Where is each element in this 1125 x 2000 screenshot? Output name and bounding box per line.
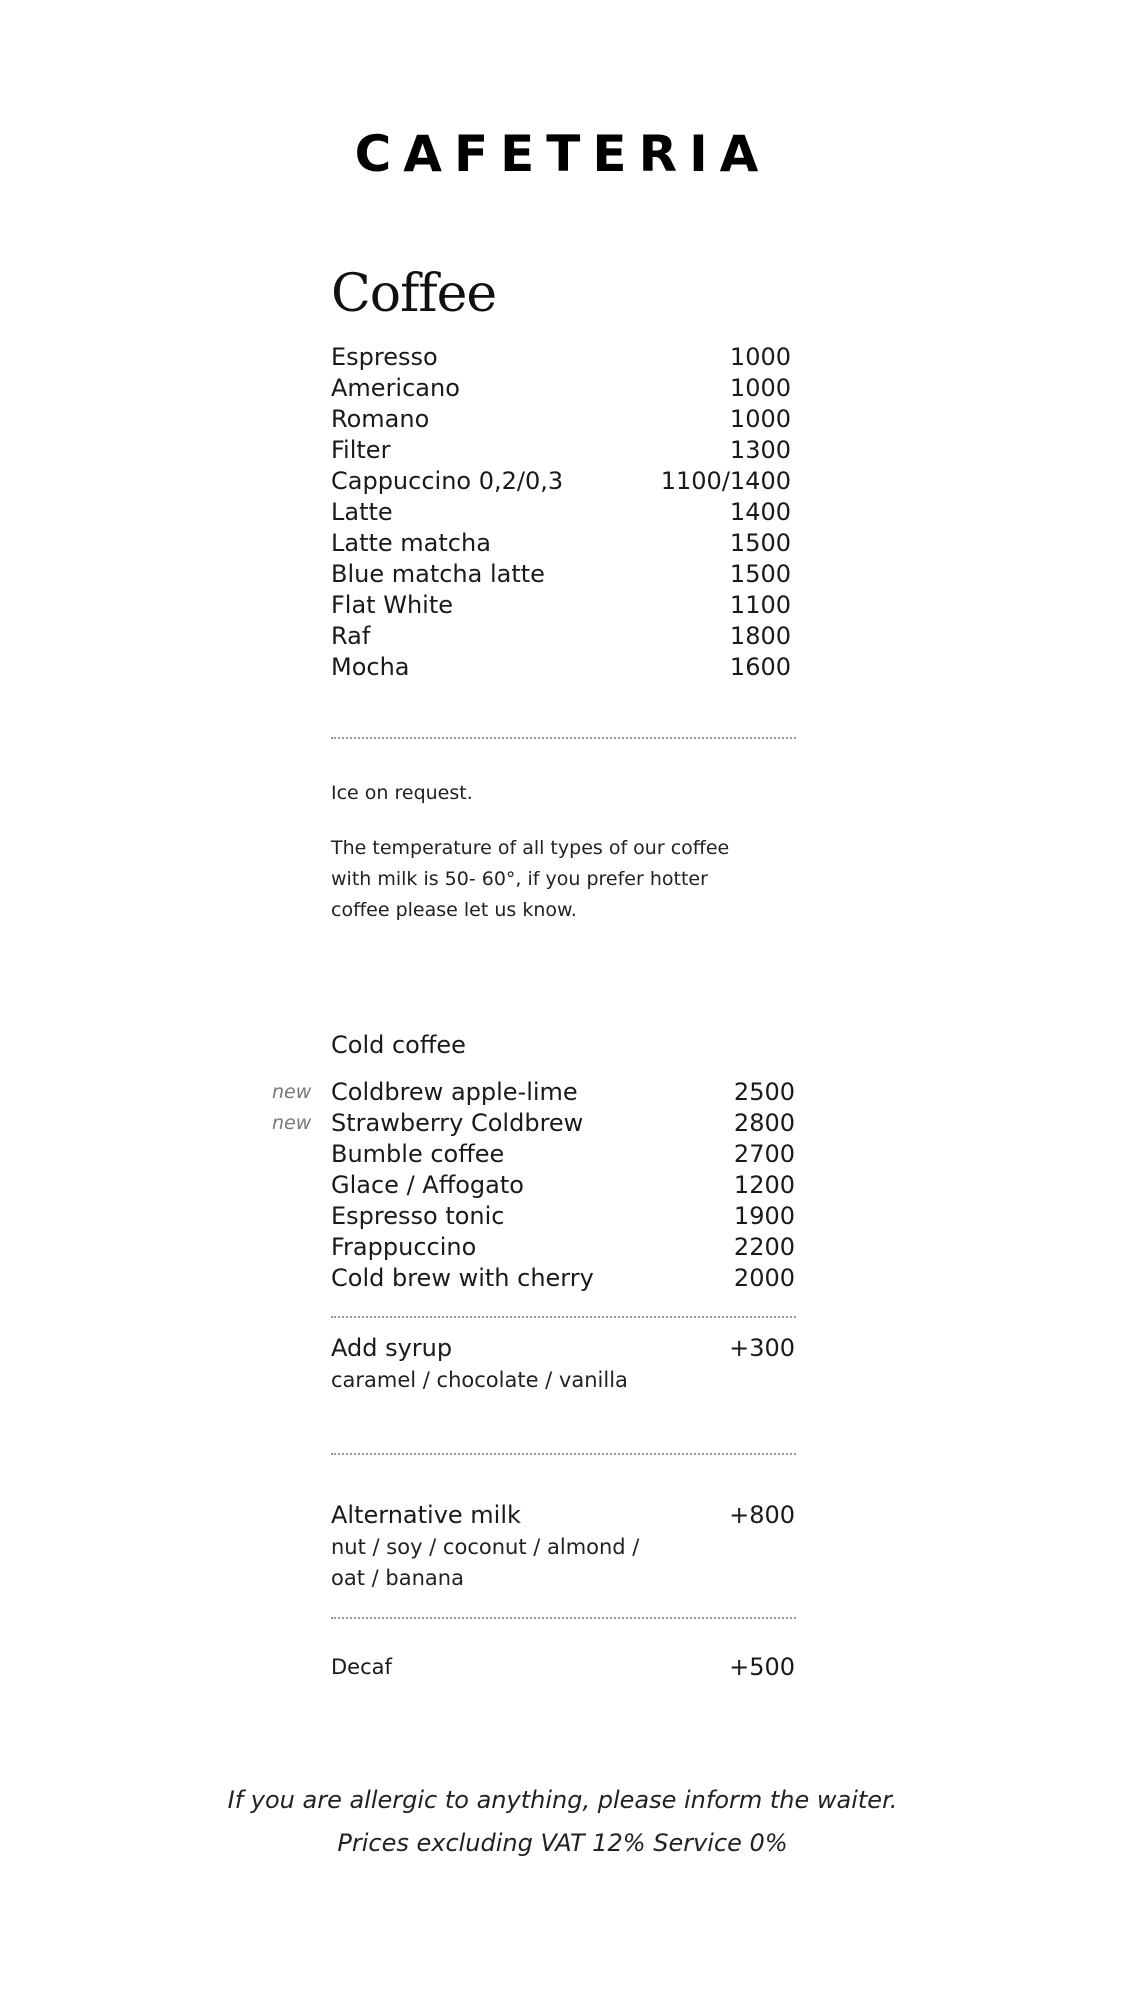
allergy-notice: If you are allergic to anything, please inform the waiter. [227,1786,898,1814]
cold-coffee-title: Cold coffee [331,1031,466,1059]
menu-item [331,404,791,435]
menu-item-price: 1800 [729,622,791,650]
new-badge: new [272,1112,312,1134]
menu-item-price: 1600 [729,653,791,681]
menu-item-name: Espresso tonic [331,1202,505,1230]
milk-options-line: nut / soy / coconut / almond / [331,1535,640,1559]
brand-title: CAFETERIA [354,125,771,183]
menu-item-name: Strawberry Coldbrew [331,1109,584,1137]
menu-item [331,373,791,404]
menu-item-name: Flat White [331,591,454,619]
temperature-note-line: coffee please let us know. [331,899,577,921]
menu-item [331,497,791,528]
menu-item-name: Coldbrew apple-lime [331,1078,578,1106]
menu-item-price: 1000 [729,343,791,371]
menu-item [331,621,791,652]
menu-item-name: Cold brew with cherry [331,1264,594,1292]
menu-item [331,1170,795,1201]
menu-item-name: Frappuccino [331,1233,477,1261]
menu-item-price: 1400 [729,498,791,526]
addon-name: Alternative milk [331,1501,521,1529]
menu-item [331,435,791,466]
addon-name: Decaf [331,1655,392,1679]
milk-options-line: oat / banana [331,1566,464,1590]
ice-note: Ice on request. [331,782,473,804]
menu-item-price: 1100 [729,591,791,619]
menu-item [331,466,791,497]
menu-item-name: Glace / Affogato [331,1171,524,1199]
addon-price: +500 [729,1653,795,1681]
price-notice: Prices excluding VAT 12% Service 0% [337,1829,788,1857]
menu-item [331,559,791,590]
dotted-divider [331,1453,796,1455]
menu-item-name: Mocha [331,653,410,681]
menu-item [331,1077,795,1108]
menu-item-price: 1900 [733,1202,795,1230]
menu-item-price: 1500 [729,529,791,557]
menu-item-price: 1000 [729,374,791,402]
menu-item [331,1263,795,1294]
coffee-section-title: Coffee [331,264,497,324]
menu-item [331,1108,795,1139]
addon-price: +800 [729,1501,795,1529]
menu-item-price: 2700 [733,1140,795,1168]
menu-item-name: Romano [331,405,430,433]
menu-item-price: 1000 [729,405,791,433]
menu-item [331,1201,795,1232]
menu-item-price: 2500 [733,1078,795,1106]
menu-item [331,1139,795,1170]
menu-item-price: 1500 [729,560,791,588]
menu-item-name: Cappuccino 0,2/0,3 [331,467,564,495]
menu-item [331,590,791,621]
menu-item-price: 2800 [733,1109,795,1137]
menu-item-name: Espresso [331,343,438,371]
dotted-divider [331,737,796,739]
menu-item-name: Latte [331,498,393,526]
menu-item [331,528,791,559]
menu-item-price: 2000 [733,1264,795,1292]
menu-item [331,1232,795,1263]
menu-item-price: 1300 [729,436,791,464]
temperature-note-line: The temperature of all types of our coffee [331,837,730,859]
menu-item [331,342,791,373]
menu-item-name: Raf [331,622,371,650]
menu-item-price: 1100/1400 [660,467,791,495]
menu-item-name: Blue matcha latte [331,560,545,588]
menu-item-name: Filter [331,436,391,464]
syrup-options: caramel / chocolate / vanilla [331,1368,628,1392]
menu-item-name: Bumble coffee [331,1140,505,1168]
dotted-divider [331,1316,796,1318]
menu-item-price: 1200 [733,1171,795,1199]
menu-item [331,652,791,683]
temperature-note-line: with milk is 50- 60°, if you prefer hotter [331,868,708,890]
new-badge: new [272,1081,312,1103]
menu-item-price: 2200 [733,1233,795,1261]
decaf-addon [331,1652,795,1683]
addon-price: +300 [729,1334,795,1362]
menu-item-name: Americano [331,374,460,402]
menu-item-name: Latte matcha [331,529,491,557]
addon-name: Add syrup [331,1334,453,1362]
dotted-divider [331,1617,796,1619]
